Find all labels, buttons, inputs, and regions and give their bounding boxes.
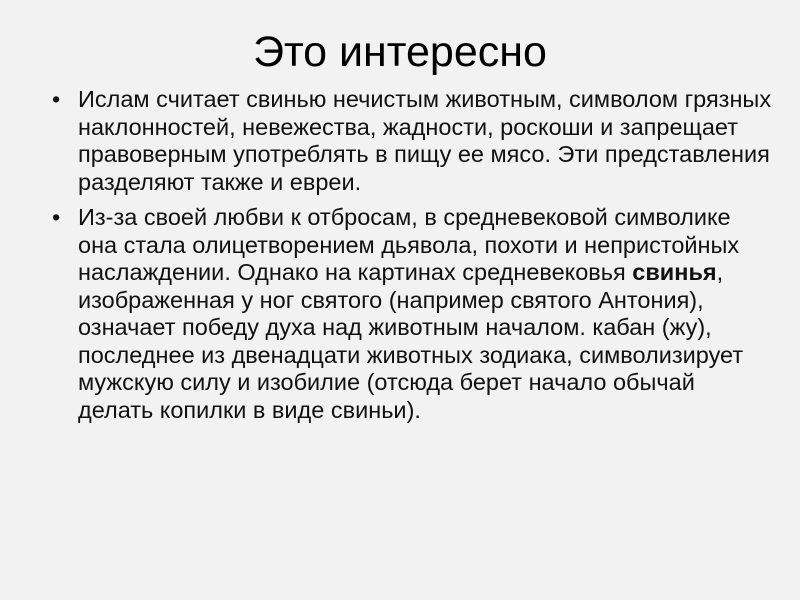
bullet-icon: • — [52, 204, 61, 230]
bullet-icon: • — [52, 86, 61, 112]
bullet-text-2-bold-word: свинья — [632, 259, 717, 285]
bullet-list — [52, 86, 772, 432]
bullet-text-1: Ислам считает свинью нечистым животным, символом грязных наклонностей, невежества, жадности, роскоши и запрещает правоверным употреблять в пищу ее мясо. Эти представления разделяют также и евреи. — [78, 86, 772, 195]
bullet-text-2-part-1: Из-за своей любви к отбросам, в средневековой символике она стала олицетворением дьявола, похоти и непристойных наслаждении. Однако на картинах средневековья — [78, 204, 740, 285]
bullet-text-2-part-2: , изображенная у ног святого (например святого Антония), означает победу духа над животным началом. кабан (жу), последнее из двенадцати животных зодиака, символизирует мужскую силу и изобилие (отсюда берет начало обычай делать копилки в виде свиньи). — [78, 259, 744, 423]
bullet-item-1 — [52, 86, 772, 196]
bullet-text-2 — [78, 204, 743, 423]
bullet-item-2 — [52, 204, 772, 424]
slide-title: Это интересно — [253, 28, 547, 76]
